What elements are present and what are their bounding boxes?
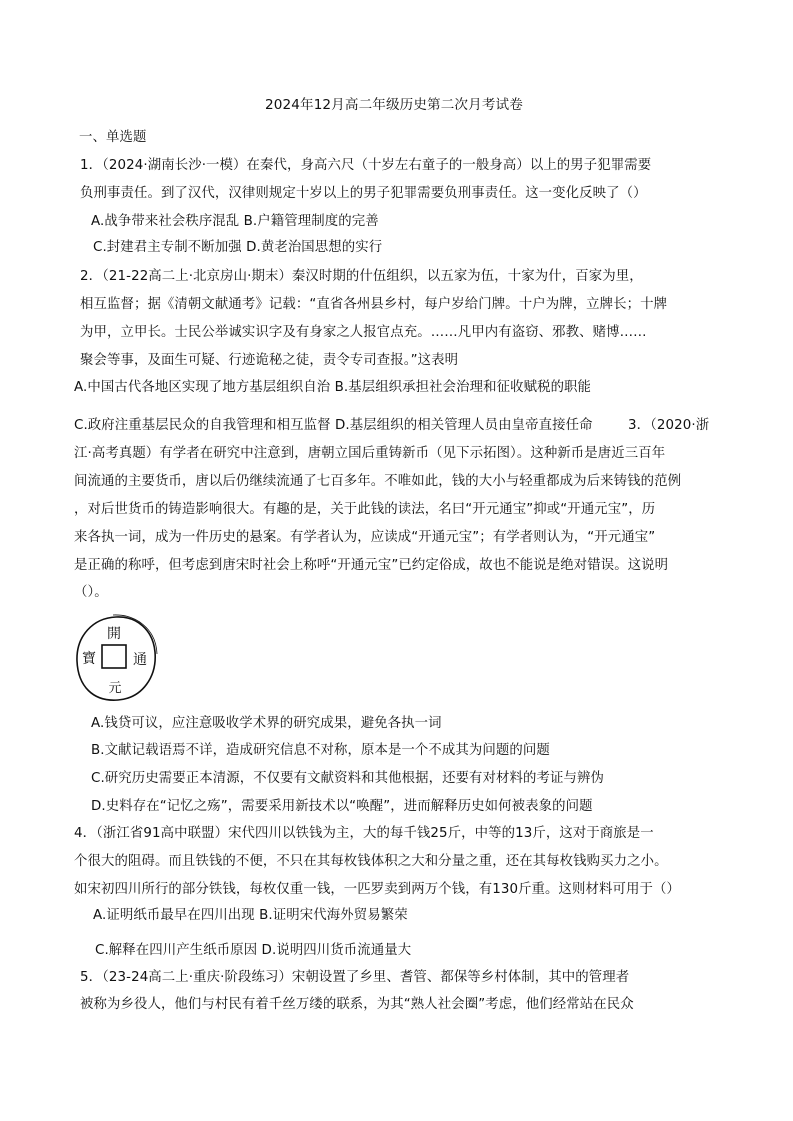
q5-line-2: 被称为乡役人，他们与村民有着千丝万缕的联系，为其“熟人社会圈”考虑，他们经常站在民众 <box>80 997 634 1012</box>
section-heading: 一、单选题 <box>79 130 147 145</box>
q2-line-2: 相互监督；据《清朝文献通考》记载：“直省各州县乡村，每户岁给门牌。十户为牌，立牌长；十牌 <box>80 297 668 312</box>
q3-option-c: C.研究历史需要正本清源，不仅要有文献资料和其他根据，还要有对材料的考证与辨伪 <box>91 771 604 786</box>
q3-line-5: 来各执一词，成为一件历史的悬案。有学者认为，应读成“开通元宝”；有学者则认为，“开元通宝” <box>74 530 656 545</box>
coin-char-top: 開 <box>107 626 121 642</box>
q3-line-3: 间流通的主要货币，唐以后仍继续流通了七百多年。不唯如此，钱的大小与轻重都成为后来铸钱的范例 <box>74 474 682 489</box>
q1-line-1: 1．（2024·湖南长沙·一模）在秦代，身高六尺（十岁左右童子的一般身高）以上的男子犯罪需要 <box>80 158 652 173</box>
q4-line-3: 如宋初四川所行的部分铁钱，每枚仅重一钱，一匹罗卖到两万个钱，有130斤重。这则材料可用于（） <box>74 882 680 897</box>
coin-char-right: 通 <box>133 652 147 668</box>
q3-line-7: （）。 <box>74 585 108 600</box>
q3-line-4: ，对后世货币的铸造影响很大。有趣的是，关于此钱的读法，名曰“开元通宝”抑或“开通元宝”，历 <box>74 502 656 517</box>
q5-line-1: 5．（23-24高二上·重庆·阶段练习）宋朝设置了乡里、耆管、都保等乡村体制，其中的管理者 <box>80 970 630 985</box>
q3-option-a: A.钱贷可议，应注意吸收学术界的研究成果，避免各执一词 <box>91 716 442 731</box>
q3-line-6: 是正确的称呼，但考虑到唐宋时社会上称呼“开通元宝”已约定俗成，故也不能说是绝对错误。这说明 <box>74 558 669 573</box>
q3-option-b: B.文献记载语焉不详，造成研究信息不对称，原本是一个不成其为问题的问题 <box>91 743 550 758</box>
coin-char-left: 寶 <box>82 651 96 667</box>
q2-option-ab: A.中国古代各地区实现了地方基层组织自治 B.基层组织承担社会治理和征收赋税的职能 <box>74 380 592 395</box>
q4-option-cd: C.解释在四川产生纸币原因 D.说明四川货币流通量大 <box>95 943 412 958</box>
page-title: 2024年12月高二年级历史第二次月考试卷 <box>265 97 523 113</box>
q1-option-ab: A.战争带来社会秩序混乱 B.户籍管理制度的完善 <box>91 214 379 229</box>
q1-option-cd: C.封建君主专制不断加强 D.黄老治国思想的实行 <box>93 240 383 255</box>
coin-char-bottom: 元 <box>108 681 122 696</box>
q2-line-1: 2．（21-22高二上·北京房山·期末）秦汉时期的什伍组织，以五家为伍，十家为什，百家为里， <box>80 269 643 284</box>
q3-option-d: D.史料存在“记忆之殇”，需要采用新技术以“唤醒”，进而解释历史如何被表象的问题 <box>91 799 593 814</box>
q2-line-3: 为甲，立甲长。士民公举诚实识字及有身家之人报官点充。……凡甲内有盗窃、邪教、赌博…… <box>80 325 647 340</box>
q4-line-2: 个很大的阻碍。而且铁钱的不便，不只在其每枚钱体积之大和分量之重，还在其每枚钱购买力之小。 <box>74 854 668 869</box>
q2-line-4: 聚会等事，及面生可疑、行迹诡秘之徒，责令专司查报。”这表明 <box>80 353 459 368</box>
q3-line-1: 3．（2020·浙 <box>628 418 710 433</box>
q3-line-2: 江·高考真题）有学者在研究中注意到，唐朝立国后重铸新币（见下示拓图）。这种新币是唐近三百年 <box>74 446 666 461</box>
q4-option-ab: A.证明纸币最早在四川出现 B.证明宋代海外贸易繁荣 <box>93 908 408 923</box>
q4-line-1: 4．（浙江省91高中联盟）宋代四川以铁钱为主，大的每千钱25斤，中等的13斤，这对于商旅是一 <box>74 826 654 841</box>
coin-rubbing-image <box>73 612 159 704</box>
q1-line-2: 负刑事责任。到了汉代，汉律则规定十岁以上的男子犯罪需要负刑事责任。这一变化反映了（） <box>80 186 647 201</box>
q2-option-cd: C.政府注重基层民众的自我管理和相互监督 D.基层组织的相关管理人员由皇帝直接任命 <box>74 418 593 433</box>
